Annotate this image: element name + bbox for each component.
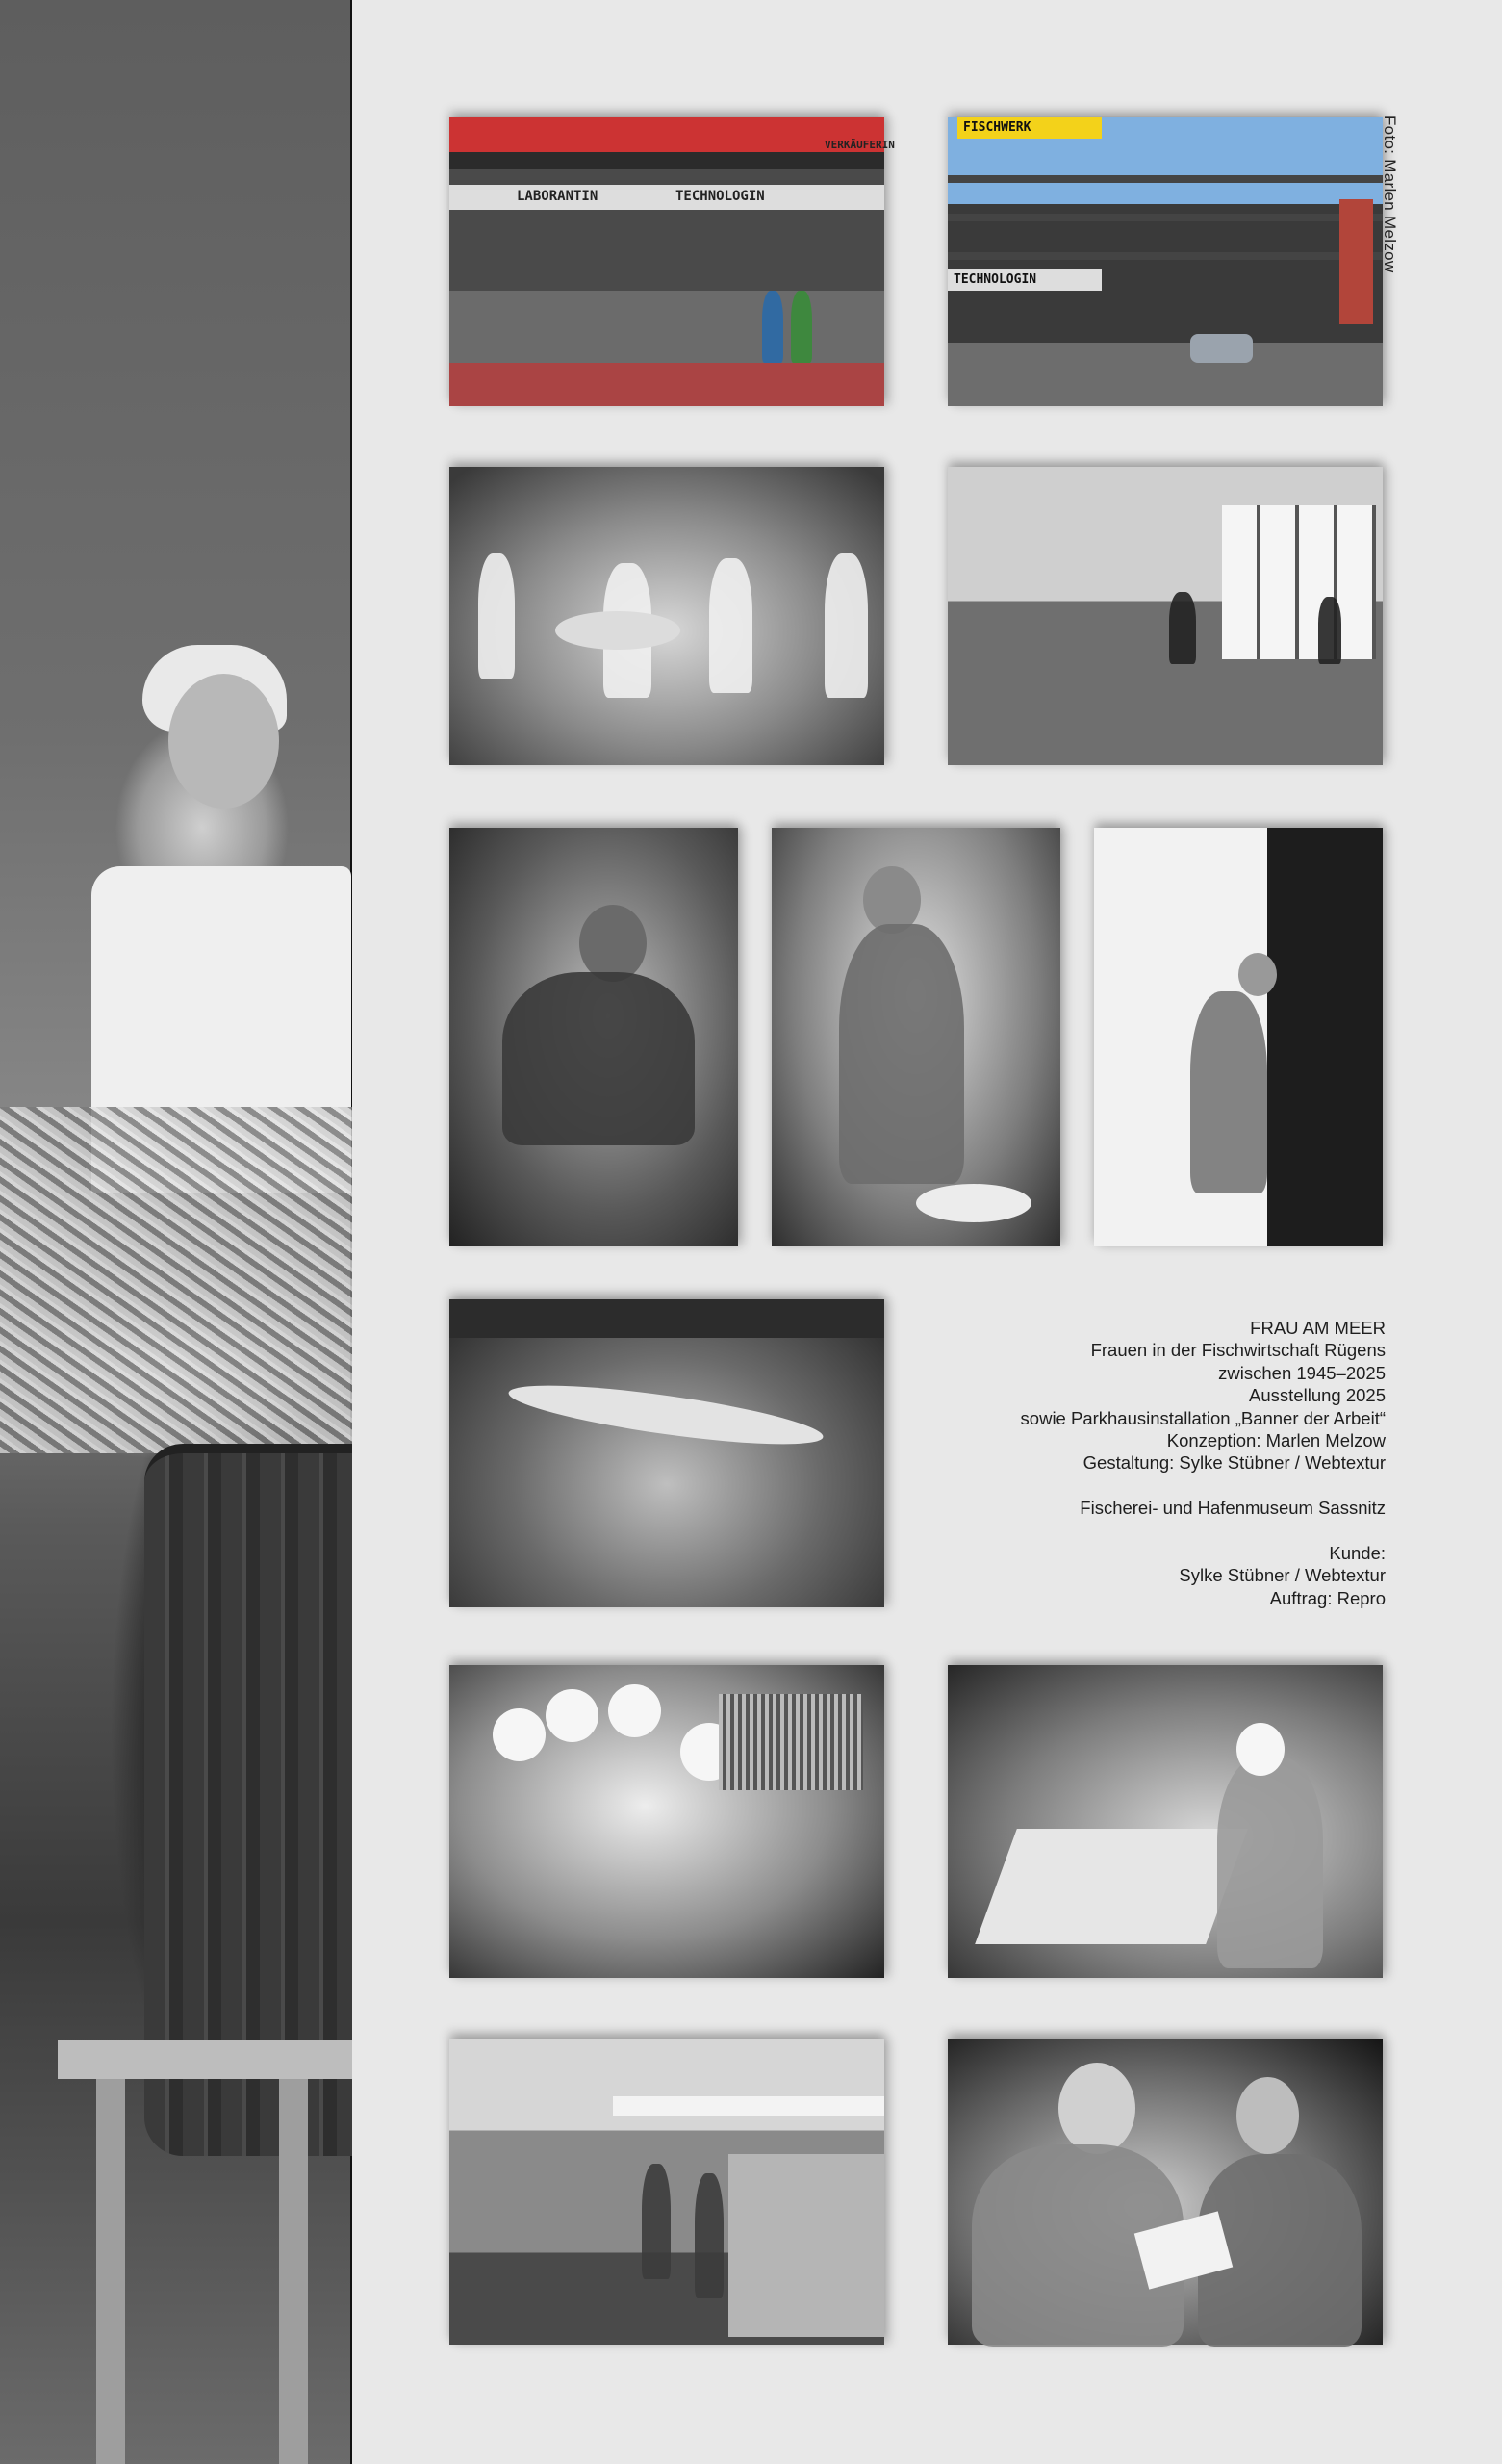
- photo-parking-garage-2: [948, 117, 1383, 406]
- banner-label: VERKÄUFERIN: [825, 139, 895, 151]
- photo-parking-garage-1: [449, 117, 895, 406]
- hero-face: [168, 674, 279, 808]
- photo-two-women-notes: [948, 2039, 1383, 2345]
- banner-label: TECHNOLOGIN: [954, 272, 1037, 287]
- exhibition-caption: [933, 1317, 1386, 1609]
- photo-net-workshop: [449, 1299, 884, 1607]
- caption-spacer: [933, 1475, 1386, 1497]
- photo-woman-net-mending: [449, 828, 738, 1246]
- banner-label: LABORANTIN: [517, 189, 598, 204]
- caption-spacer: [933, 1520, 1386, 1542]
- hero-stool: [58, 2040, 352, 2464]
- photo-woman-dancing: [1094, 828, 1383, 1246]
- photo-shop-interior: [449, 2039, 884, 2345]
- caption-line: Sylke Stübner / Webtextur: [1179, 1565, 1386, 1586]
- hero-fish-pile: [0, 1107, 352, 1453]
- caption-line: Auftrag: Repro: [1269, 1587, 1386, 1608]
- caption-line: zwischen 1945–2025: [1218, 1362, 1386, 1383]
- photo-credit: Foto: Marlen Melzow: [1381, 116, 1399, 273]
- hero-photo-fish-worker: [0, 0, 352, 2464]
- photo-fish-sorting-table: [449, 467, 884, 765]
- caption-line: Fischerei- und Hafenmuseum Sassnitz: [1080, 1498, 1386, 1519]
- photo-young-women-machine: [449, 1665, 884, 1978]
- banner-label: FISCHWERK: [963, 120, 1031, 135]
- photo-control-panel-operator: [948, 1665, 1383, 1978]
- caption-line: Gestaltung: Sylke Stübner / Webtextur: [1082, 1452, 1386, 1474]
- photo-empty-factory-hall: [948, 467, 1383, 765]
- caption-line: Konzeption: Marlen Melzow: [1166, 1430, 1386, 1451]
- caption-line: Ausstellung 2025: [1249, 1385, 1386, 1406]
- caption-line: Frauen in der Fischwirtschaft Rügens: [1090, 1340, 1386, 1361]
- caption-line: Kunde:: [1329, 1543, 1386, 1564]
- caption-line: sowie Parkhausinstallation „Banner der Arbeit“: [1020, 1407, 1386, 1428]
- banner-label: TECHNOLOGIN: [675, 189, 765, 204]
- photo-woman-holding-can: [772, 828, 1060, 1246]
- caption-title: FRAU AM MEER: [1250, 1318, 1386, 1338]
